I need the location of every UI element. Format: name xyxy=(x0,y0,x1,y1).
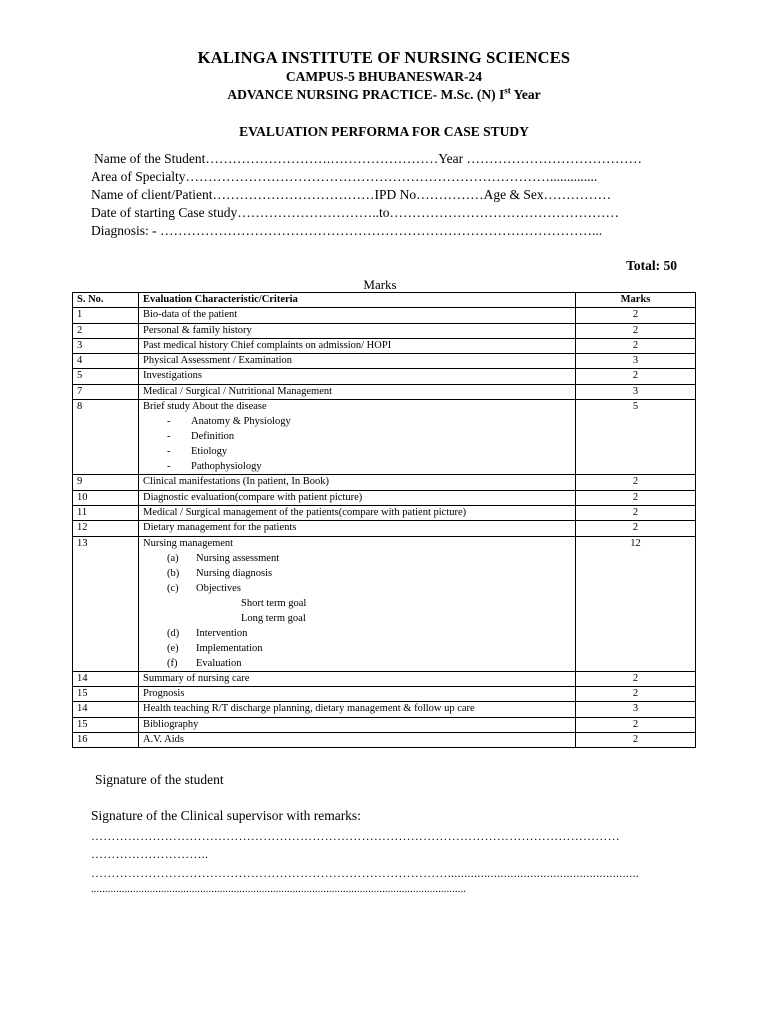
goal-item xyxy=(143,596,571,611)
program-suffix: Year xyxy=(510,87,541,102)
row-sno: 12 xyxy=(73,521,139,536)
criteria-text: Brief study About the disease xyxy=(143,401,267,413)
row-criteria xyxy=(139,733,576,748)
criteria-text: Physical Assessment / Examination xyxy=(143,355,293,367)
row-criteria xyxy=(139,369,576,384)
table-row xyxy=(73,354,696,369)
row-marks: 2 xyxy=(576,521,696,536)
table-row xyxy=(73,717,696,732)
header-criteria: Evaluation Characteristic/Criteria xyxy=(139,293,576,308)
row-marks: 3 xyxy=(576,702,696,717)
student-signature-label: Signature of the student xyxy=(95,772,224,787)
program-prefix: ADVANCE NURSING PRACTICE- M.Sc. (N) I xyxy=(227,87,505,102)
item-letter: (b) xyxy=(167,567,180,579)
row-marks: 2 xyxy=(576,323,696,338)
criteria-text: Clinical manifestations (In patient, In Book) xyxy=(143,476,330,488)
row-sno: 3 xyxy=(73,338,139,353)
criteria-text: Dietary management for the patients xyxy=(143,522,297,534)
lettered-item xyxy=(143,641,571,656)
goal-item xyxy=(143,611,571,626)
student-name-field: Name of the Student……………………….……………………Year ………………………………… xyxy=(94,151,642,166)
row-criteria xyxy=(139,671,576,686)
item-letter: (a) xyxy=(167,552,179,564)
lettered-item xyxy=(143,581,571,596)
subtopic-item xyxy=(143,444,571,459)
table-row xyxy=(73,687,696,702)
table-row xyxy=(73,308,696,323)
criteria-text: Past medical history Chief complaints on admission/ HOPI xyxy=(143,339,392,351)
dash-marker: - xyxy=(167,416,171,428)
criteria-text: Health teaching R/T discharge planning, dietary management & follow up care xyxy=(143,703,475,715)
row-marks: 2 xyxy=(576,490,696,505)
item-letter: (c) xyxy=(167,582,179,594)
criteria-text: Personal & family history xyxy=(143,324,252,336)
supervisor-signature-label: Signature of the Clinical supervisor with remarks: xyxy=(91,808,361,823)
row-sno: 15 xyxy=(73,687,139,702)
table-body xyxy=(73,308,696,748)
table-row xyxy=(73,702,696,717)
item-text: Implementation xyxy=(196,642,263,654)
row-marks: 2 xyxy=(576,369,696,384)
row-criteria xyxy=(139,702,576,717)
row-criteria xyxy=(139,338,576,353)
row-marks: 2 xyxy=(576,475,696,490)
row-marks: 3 xyxy=(576,354,696,369)
criteria-text: Medical / Surgical management of the patients(compare with patient picture) xyxy=(143,506,467,518)
specialty-field: Area of Specialty……………………………………………………………………….............. xyxy=(91,169,598,184)
dash-marker: - xyxy=(167,446,171,458)
item-letter: (f) xyxy=(167,657,178,669)
row-criteria xyxy=(139,354,576,369)
subtopic-text: Pathophysiology xyxy=(191,461,262,473)
row-criteria xyxy=(139,475,576,490)
table-row xyxy=(73,536,696,671)
patient-field: Name of client/Patient………………………………IPD No……………Age & Sex…………… xyxy=(91,187,612,202)
table-row xyxy=(73,671,696,686)
criteria-text: A.V. Aids xyxy=(143,734,184,746)
criteria-text: Diagnostic evaluation(compare with patient picture) xyxy=(143,491,363,503)
criteria-text: Medical / Surgical / Nutritional Management xyxy=(143,385,333,397)
dash-marker: - xyxy=(167,431,171,443)
row-marks: 2 xyxy=(576,687,696,702)
remark-line: …………………………………………………………………………….......................................................... xyxy=(91,866,640,880)
table-row xyxy=(73,369,696,384)
row-sno: 16 xyxy=(73,733,139,748)
row-sno: 10 xyxy=(73,490,139,505)
marks-caption: Marks xyxy=(363,277,397,292)
criteria-text: Bio-data of the patient xyxy=(143,309,238,321)
row-marks: 2 xyxy=(576,338,696,353)
remark-line: ……………………….. xyxy=(91,847,209,861)
criteria-text: Investigations xyxy=(143,370,202,382)
case-study-date-field: Date of starting Case study…………………………..to…………………………………………… xyxy=(91,205,619,220)
row-criteria xyxy=(139,308,576,323)
criteria-text: Summary of nursing care xyxy=(143,672,250,684)
row-sno: 11 xyxy=(73,505,139,520)
row-sno: 1 xyxy=(73,308,139,323)
row-criteria xyxy=(139,384,576,399)
goal-text: Short term goal xyxy=(241,597,307,609)
goal-text: Long term goal xyxy=(241,612,306,624)
form-title: EVALUATION PERFORMA FOR CASE STUDY xyxy=(239,124,529,139)
row-sno: 13 xyxy=(73,536,139,671)
row-sno: 4 xyxy=(73,354,139,369)
subtopic-item xyxy=(143,414,571,429)
item-text: Objectives xyxy=(196,582,241,594)
row-sno: 8 xyxy=(73,400,139,475)
row-sno: 15 xyxy=(73,717,139,732)
row-sno: 14 xyxy=(73,671,139,686)
item-letter: (e) xyxy=(167,642,179,654)
row-sno: 7 xyxy=(73,384,139,399)
table-row xyxy=(73,323,696,338)
lettered-item xyxy=(143,626,571,641)
disease-subtopics xyxy=(143,414,571,474)
criteria-text: Prognosis xyxy=(143,688,185,700)
row-sno: 2 xyxy=(73,323,139,338)
subtopic-item xyxy=(143,429,571,444)
table-header-row xyxy=(73,293,696,308)
row-criteria xyxy=(139,323,576,338)
evaluation-table xyxy=(72,292,696,748)
row-criteria xyxy=(139,687,576,702)
program-line xyxy=(0,87,768,103)
row-sno: 14 xyxy=(73,702,139,717)
row-marks: 2 xyxy=(576,671,696,686)
nursing-subtopics xyxy=(143,551,571,671)
row-marks: 2 xyxy=(576,308,696,323)
item-letter: (d) xyxy=(167,627,180,639)
row-criteria xyxy=(139,536,576,671)
table-row xyxy=(73,384,696,399)
subtopic-text: Definition xyxy=(191,431,235,443)
table-row xyxy=(73,521,696,536)
row-criteria xyxy=(139,400,576,475)
table-row xyxy=(73,505,696,520)
lettered-item xyxy=(143,566,571,581)
item-text: Intervention xyxy=(196,627,248,639)
row-marks: 12 xyxy=(576,536,696,671)
row-sno: 5 xyxy=(73,369,139,384)
header-sno: S. No. xyxy=(73,293,139,308)
remark-line: ...................................................................................................................................... xyxy=(91,884,467,895)
header-marks: Marks xyxy=(576,293,696,308)
table-row xyxy=(73,400,696,475)
row-criteria xyxy=(139,490,576,505)
row-criteria xyxy=(139,717,576,732)
subtopic-text: Etiology xyxy=(191,446,228,458)
row-criteria xyxy=(139,521,576,536)
remark-line: ………………………………………………………………………………………………………………… xyxy=(91,829,620,843)
lettered-item xyxy=(143,551,571,566)
table-row xyxy=(73,338,696,353)
total-marks: Total: 50 xyxy=(626,258,677,273)
row-marks: 2 xyxy=(576,717,696,732)
item-text: Nursing diagnosis xyxy=(196,567,273,579)
row-marks: 2 xyxy=(576,505,696,520)
criteria-text: Bibliography xyxy=(143,718,199,730)
item-text: Nursing assessment xyxy=(196,552,280,564)
diagnosis-field: Diagnosis: - ……………………………………………………………………………………... xyxy=(91,223,603,238)
campus-line: CAMPUS-5 BHUBANESWAR-24 xyxy=(285,69,483,84)
row-marks: 5 xyxy=(576,400,696,475)
criteria-text: Nursing management xyxy=(143,537,234,549)
institute-name: KALINGA INSTITUTE OF NURSING SCIENCES xyxy=(197,48,571,67)
dash-marker: - xyxy=(167,461,171,473)
table-row xyxy=(73,490,696,505)
row-sno: 9 xyxy=(73,475,139,490)
table-row xyxy=(73,475,696,490)
subtopic-text: Anatomy & Physiology xyxy=(191,416,291,428)
table-row xyxy=(73,733,696,748)
row-marks: 2 xyxy=(576,733,696,748)
item-text: Evaluation xyxy=(196,657,242,669)
row-criteria xyxy=(139,505,576,520)
lettered-item xyxy=(143,656,571,671)
program-superscript: st xyxy=(504,85,511,96)
subtopic-item xyxy=(143,459,571,474)
row-marks: 3 xyxy=(576,384,696,399)
